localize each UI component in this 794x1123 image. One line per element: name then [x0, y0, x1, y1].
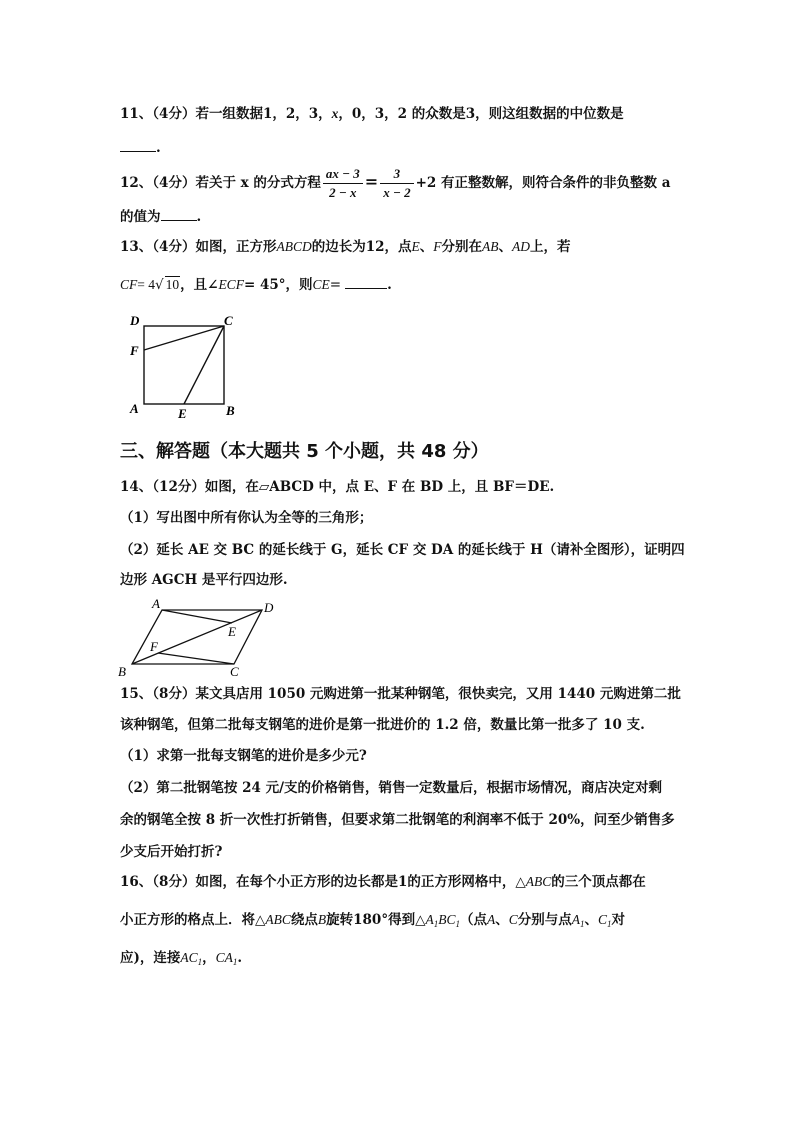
q15-part2-line1: （2）第二批钢笔按 24 元/支的价格销售，销售一定数量后，根据市场情况，商店决定对剩: [120, 780, 663, 796]
q15-score: （8分）: [152, 686, 196, 702]
q11-line2: .: [120, 137, 161, 158]
q14-part1: （1）写出图中所有你认为全等的三角形；: [120, 510, 373, 526]
label-e: E: [178, 406, 187, 421]
q12-number: 12、: [120, 175, 153, 191]
q12-line1: 12、（4分）若关于 x 的分式方程 $\frac{ax - 3}{2 - x}$ = $\frac{3}{x - 2}$ +2 有正整数解，则符合条件的非负整数 a: [120, 166, 671, 200]
q15-part1: （1）求第一批每支钢笔的进价是多少元?: [120, 748, 367, 764]
label-b: B: [118, 664, 126, 679]
q16-score: （8分）: [152, 874, 196, 890]
q11-score: （4分）: [152, 106, 196, 122]
q15-number: 15、: [120, 686, 153, 702]
section3-heading: 三、解答题（本大题共 5 个小题，共 48 分）: [120, 441, 489, 462]
segment-ae: [162, 610, 232, 623]
q11-answer-blank[interactable]: [120, 137, 156, 152]
q13-answer-blank[interactable]: [345, 274, 387, 289]
q16-line3: 应)，连接$AC_1$，$CA_1$.: [120, 950, 243, 967]
segment-ce: [184, 326, 224, 404]
q12-answer-blank[interactable]: [161, 206, 197, 221]
q13-number: 13、: [120, 239, 153, 255]
q16-line1: 16、（8分）如图，在每个小正方形的边长都是1的正方形网格中，△ABC的三个顶点都在: [120, 874, 646, 890]
q14-part2-line1: （2）延长 AE 交 BC 的延长线于 G，延长 CF 交 DA 的延长线于 H（请补全图形），证明四: [120, 542, 685, 558]
q13-line1: 13、（4分）如图，正方形ABCD的边长为12，点E、F分别在AB、AD上，若: [120, 239, 571, 255]
q15-line2: 该种钢笔，但第二批每支钢笔的进价是第一批进价的 1.2 倍，数量比第一批多了 10 支.: [120, 717, 645, 733]
q15-line1: 15、（8分）某文具店用 1050 元购进第一批某种钢笔，很快卖完，又用 1440 元购进第二批: [120, 686, 681, 702]
q15-part2-line2: 余的钢笔全按 8 折一次性打折销售，但要求第二批钢笔的利润率不低于 20%，问至少销售多: [120, 812, 675, 828]
q14-score: （12分）: [152, 479, 205, 495]
q12-fraction-left: $\frac{ax - 3}{2 - x}$: [323, 166, 363, 201]
label-a: A: [152, 596, 160, 611]
q14-number: 14、: [120, 479, 153, 495]
q12-fraction-right: $\frac{3}{x - 2}$: [380, 166, 413, 201]
q11-line1: 11、（4分）若一组数据1，2，3，x，0，3，2 的众数是3，则这组数据的中位数是: [120, 106, 624, 122]
label-d: D: [264, 600, 274, 615]
label-f: F: [150, 639, 158, 654]
label-c: C: [230, 664, 239, 679]
q13-square-figure: [128, 312, 248, 422]
q13-sqrt: 10: [165, 277, 180, 292]
q15-part2-line3: 少支后开始打折?: [120, 844, 223, 860]
q16-line2: 小正方形的格点上．将△ABC绕点B旋转180°得到$\triangle A_1BC_1$（点A、C分别与点$A_1$、$C_1$对: [120, 912, 625, 929]
q13-score: （4分）: [152, 239, 196, 255]
q11-number: 11、: [120, 106, 153, 122]
label-f: F: [130, 343, 139, 358]
label-e: E: [228, 624, 236, 639]
label-b: B: [226, 403, 235, 418]
diagonal-bd: [132, 610, 262, 664]
q12-score: （4分）: [152, 175, 196, 191]
q14-part2-line2: 边形 AGCH 是平行四边形.: [120, 572, 288, 588]
q14-stem: 14、（12分）如图，在▱ABCD 中，点 E、F 在 BD 上，且 BF＝DE.: [120, 479, 555, 495]
label-a: A: [130, 401, 139, 416]
segment-cf: [158, 653, 234, 664]
q13-line2: CF= 4√ 10，且∠ECF= 45°，则CE= .: [120, 274, 392, 295]
q14-parallelogram-figure: [114, 596, 284, 680]
q12-line2: 的值为 .: [120, 206, 201, 227]
label-d: D: [130, 313, 140, 328]
segment-cf: [144, 326, 224, 350]
q16-number: 16、: [120, 874, 153, 890]
label-c: C: [224, 313, 233, 328]
